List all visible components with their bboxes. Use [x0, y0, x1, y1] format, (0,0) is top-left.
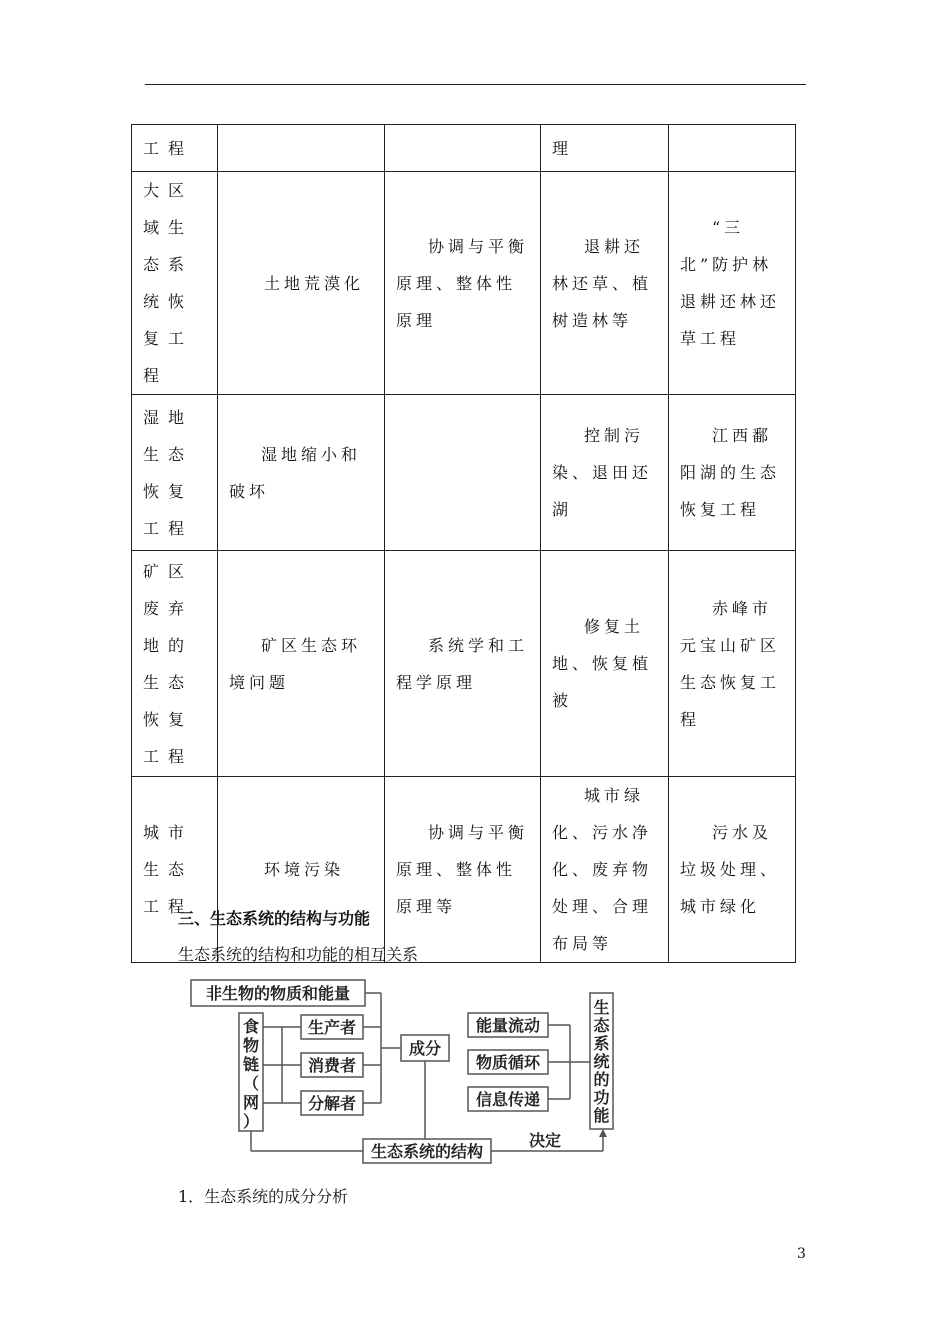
table-cell: 江西鄱阳湖的生态恢复工程 — [669, 395, 796, 551]
decomposer-label: 分解者 — [307, 1094, 357, 1113]
consumer-label: 消费者 — [307, 1056, 357, 1075]
table-row — [132, 172, 796, 395]
table-cell: 退耕还林还草、植树造林等 — [541, 172, 669, 395]
food-chain-char: 网 — [242, 1093, 260, 1112]
table-row — [132, 551, 796, 777]
function-char: 系 — [593, 1034, 610, 1053]
table-cell: 理 — [541, 125, 669, 172]
table-cell: 系统学和工程学原理 — [385, 551, 541, 777]
table-cell: 污水及垃圾处理、城市绿化 — [669, 777, 796, 963]
food-chain-char: 物 — [242, 1036, 260, 1055]
function-char: 能 — [593, 1106, 610, 1125]
section-intro: 生态系统的结构和功能的相互关系 — [178, 945, 419, 964]
table-row — [132, 777, 796, 963]
table-cell — [218, 125, 385, 172]
section-title: 三、生态系统的结构与功能 — [178, 909, 371, 928]
producer-label: 生产者 — [307, 1018, 357, 1037]
function-char: 态 — [593, 1016, 610, 1035]
energy-flow-label: 能量流动 — [475, 1016, 541, 1035]
table-cell: 大区域生态系统恢复工程 — [132, 172, 218, 395]
table-cell: 城市生态工程 — [132, 777, 218, 963]
table-cell: 城市绿化、污水净化、废弃物处理、合理布局等 — [541, 777, 669, 963]
page-number: 3 — [797, 1246, 806, 1262]
table-cell: 协调与平衡原理、整体性原理等 — [385, 777, 541, 963]
table-cell: 工程 — [132, 125, 218, 172]
table-cell: 环境污染 — [218, 777, 385, 963]
header-rule — [145, 84, 806, 85]
function-char: 统 — [593, 1052, 610, 1071]
abiotic-label: 非生物的物质和能量 — [205, 984, 351, 1003]
function-char: 的 — [593, 1070, 610, 1089]
arrowhead — [599, 1129, 607, 1137]
function-char: 功 — [593, 1088, 610, 1107]
table-cell: 湿地缩小和破坏 — [218, 395, 385, 551]
table-cell: 土地荒漠化 — [218, 172, 385, 395]
food-chain-char: 食 — [242, 1017, 260, 1036]
table-cell: 修复土地、恢复植被 — [541, 551, 669, 777]
table-cell: “三北”防护林退耕还林还草工程 — [669, 172, 796, 395]
table-cell — [385, 125, 541, 172]
determines-label: 决定 — [528, 1131, 562, 1150]
function-char: 生 — [593, 998, 610, 1017]
components-label: 成分 — [408, 1039, 442, 1058]
structure-label: 生态系统的结构 — [370, 1142, 484, 1161]
ecosystem-structure-function-diagram — [175, 975, 620, 1170]
food-chain-char: （ — [242, 1074, 260, 1093]
info-transfer-label: 信息传递 — [475, 1090, 541, 1109]
table-cell: 矿区生态环境问题 — [218, 551, 385, 777]
table-cell: 矿区废弃地的生态恢复工程 — [132, 551, 218, 777]
material-cycle-label: 物质循环 — [475, 1053, 541, 1072]
table-cell: 赤峰市元宝山矿区生态恢复工程 — [669, 551, 796, 777]
table-cell: 控制污染、退田还湖 — [541, 395, 669, 551]
table-row — [132, 125, 796, 172]
table-cell: 协调与平衡原理、整体性原理 — [385, 172, 541, 395]
table-cell — [385, 395, 541, 551]
subsection-heading: 1．生态系统的成分分析 — [178, 1187, 349, 1206]
eco-engineering-table — [131, 124, 796, 963]
food-chain-char: 链 — [242, 1055, 260, 1074]
food-chain-char: ） — [242, 1112, 260, 1131]
table-cell — [669, 125, 796, 172]
table-cell: 湿地生态恢复工程 — [132, 395, 218, 551]
table-row — [132, 395, 796, 551]
